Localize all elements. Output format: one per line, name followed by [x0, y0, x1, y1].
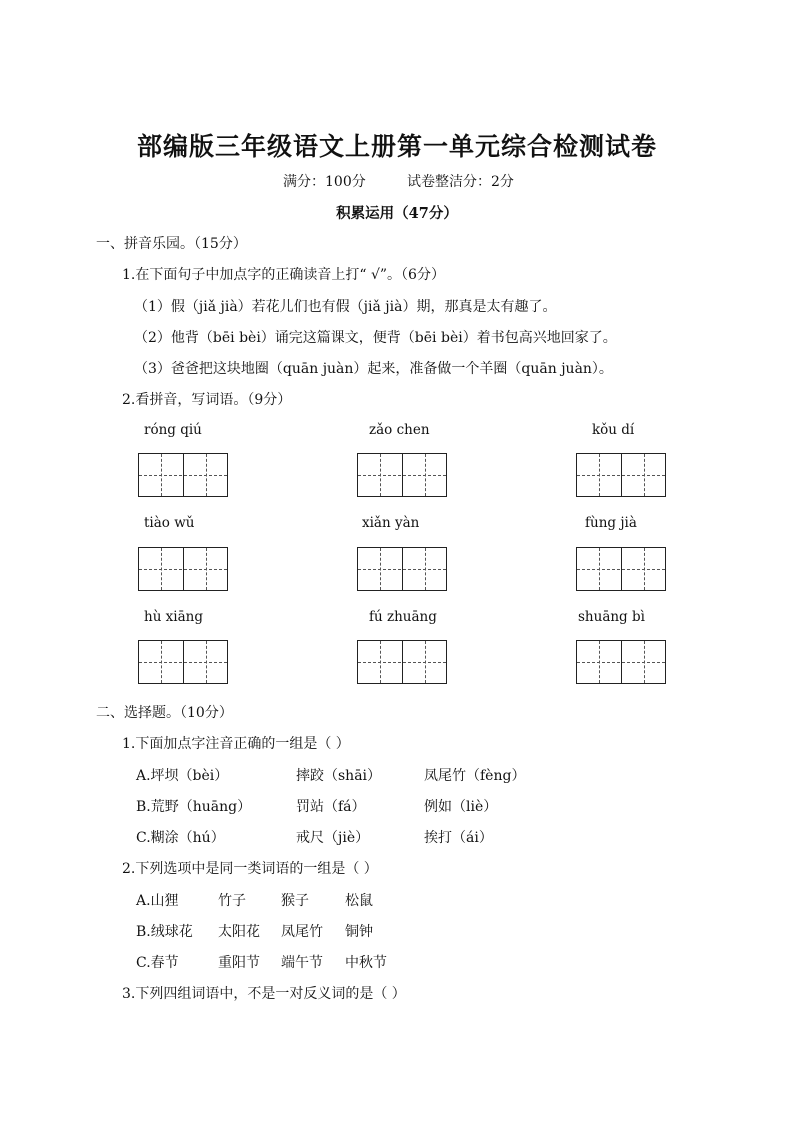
- pinyin-label: shuāng bì: [578, 609, 645, 625]
- pinyin-label: tiào wǔ: [144, 515, 195, 531]
- word-option: 端午节: [281, 955, 323, 971]
- q1-2-text: 2.看拼音，写词语。（9分）: [122, 392, 292, 408]
- writing-grid[interactable]: [576, 547, 666, 591]
- writing-grid[interactable]: [576, 640, 666, 684]
- option-c-1: C.糊涂（hú）: [136, 830, 225, 846]
- pinyin-label: xiǎn yàn: [362, 515, 420, 531]
- writing-grid[interactable]: [138, 547, 228, 591]
- pinyin-label: zǎo chen: [369, 422, 430, 438]
- word-option: 铜钟: [345, 924, 373, 940]
- writing-grid[interactable]: [357, 453, 447, 497]
- option-b-2: 罚站（fá）: [296, 799, 366, 815]
- q2-3-text: 3.下列四组词语中，不是一对反义词的是（ ）: [122, 986, 406, 1002]
- full-score: 满分：100分: [283, 174, 366, 190]
- word-option: B.绒球花: [136, 924, 193, 940]
- writing-grid[interactable]: [357, 547, 447, 591]
- q2-1-text: 1.下面加点字注音正确的一组是（ ）: [122, 736, 350, 752]
- q1-1-text: 1.在下面句子中加点字的正确读音上打“ √”。（6分）: [122, 267, 445, 283]
- writing-grid[interactable]: [138, 640, 228, 684]
- word-option: A.山狸: [136, 893, 179, 909]
- neatness-score: 试卷整洁分：2分: [407, 174, 514, 190]
- pinyin-label: kǒu dí: [592, 422, 635, 438]
- word-option: 竹子: [218, 893, 246, 909]
- pinyin-label: fú zhuāng: [369, 609, 437, 625]
- word-option: 凤尾竹: [281, 924, 323, 940]
- word-option: 太阳花: [218, 924, 260, 940]
- pinyin-label: róng qiú: [144, 422, 202, 438]
- option-a-2: 摔跤（shāi）: [296, 768, 382, 784]
- option-c-3: 挨打（ái）: [424, 830, 493, 846]
- word-option: C.春节: [136, 955, 179, 971]
- option-b-1: B.荒野（huāng）: [136, 799, 252, 815]
- writing-grid[interactable]: [357, 640, 447, 684]
- option-c-2: 戒尺（jiè）: [296, 830, 370, 846]
- section-accumulate: 积累运用（47分）: [336, 205, 458, 222]
- q2-2-text: 2.下列选项中是同一类词语的一组是（ ）: [122, 861, 378, 877]
- page-title: 部编版三年级语文上册第一单元综合检测试卷: [136, 132, 657, 161]
- option-b-3: 例如（liè）: [424, 799, 498, 815]
- writing-grid[interactable]: [138, 453, 228, 497]
- writing-grid[interactable]: [576, 453, 666, 497]
- word-option: 重阳节: [218, 955, 260, 971]
- option-a-3: 凤尾竹（fèng）: [424, 768, 526, 784]
- q1-1-item-3: （3）爸爸把这块地圈（quān juàn）起来，准备做一个羊圈（quān juàn）。: [134, 361, 613, 377]
- q1-1-item-1: （1）假（jiǎ jià）若花儿们也有假（jiǎ jià）期，那真是太有趣了。: [134, 299, 557, 315]
- q1-1-item-2: （2）他背（bēi bèi）诵完这篇课文，便背（bēi bèi）着书包高兴地回家了。: [134, 330, 617, 346]
- word-option: 松鼠: [345, 893, 373, 909]
- part1-heading: 一、拼音乐园。（15分）: [96, 236, 247, 252]
- word-option: 中秋节: [345, 955, 387, 971]
- part2-heading: 二、选择题。（10分）: [96, 705, 233, 721]
- pinyin-label: fùng jià: [585, 515, 637, 531]
- pinyin-label: hù xiāng: [144, 609, 203, 625]
- word-option: 猴子: [281, 893, 309, 909]
- option-a-1: A.坪坝（bèi）: [136, 768, 229, 784]
